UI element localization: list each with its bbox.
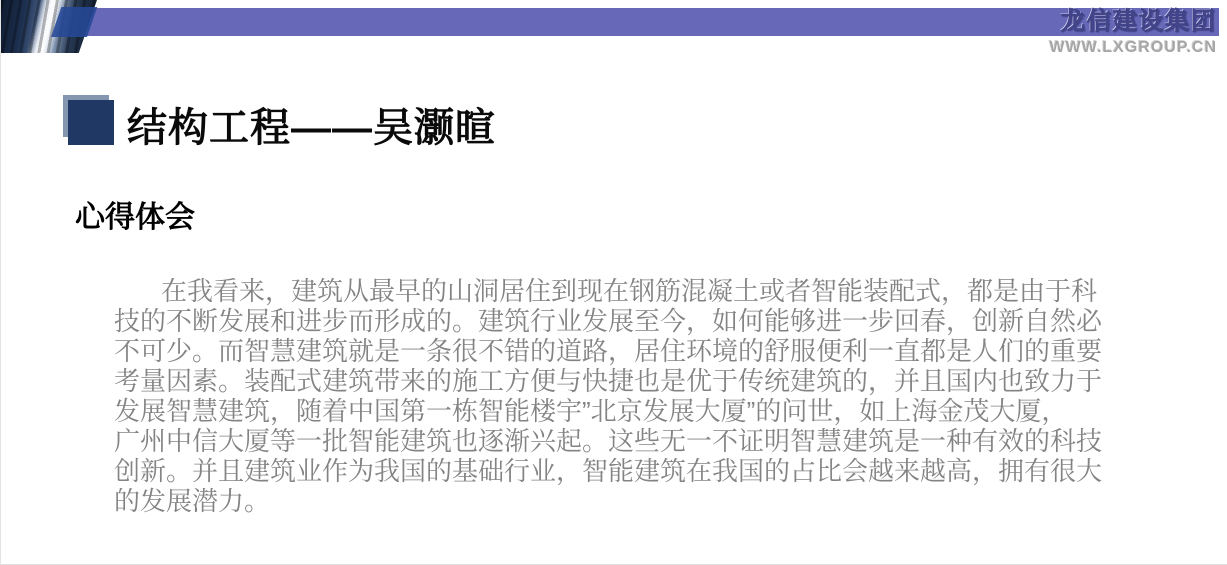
body-line: 发展智慧建筑，随着中国第一栋智能楼宇”北京发展大厦”的问世，如上海金茂大厦， [114,396,1068,426]
section-heading: 心得体会 [75,201,195,234]
body-paragraph [114,276,1174,516]
body-line: 广州中信大厦等一批智能建筑也逐渐兴起。这些无一不证明智慧建筑是一种有效的科技 [114,426,1103,456]
website-url: WWW.LXGROUP.CN [1049,39,1217,56]
body-line: 考量因素。装配式建筑带来的施工方便与快捷也是优于传统建筑的，并且国内也致力于 [114,366,1103,396]
slide-title: 结构工程——吴灏暄 [127,106,496,150]
company-logo: 龙信建设集团 [1061,8,1217,35]
body-line: 创新。并且建筑业作为我国的基础行业，智能建筑在我国的占比会越来越高，拥有很大 [114,456,1103,486]
body-line: 技的不断发展和进步而形成的。建筑行业发展至今，如何能够进一步回春，创新自然必 [114,306,1103,336]
body-line: 在我看来，建筑从最早的山洞居住到现在钢筋混凝土或者智能装配式，都是由于科 [161,276,1098,306]
header-banner [79,8,1219,36]
body-line: 的发展潜力。 [114,486,271,516]
title-bullet-front-square [68,100,114,145]
body-line: 不可少。而智慧建筑就是一条很不错的道路，居住环境的舒服便利一直都是人们的重要 [114,336,1103,366]
